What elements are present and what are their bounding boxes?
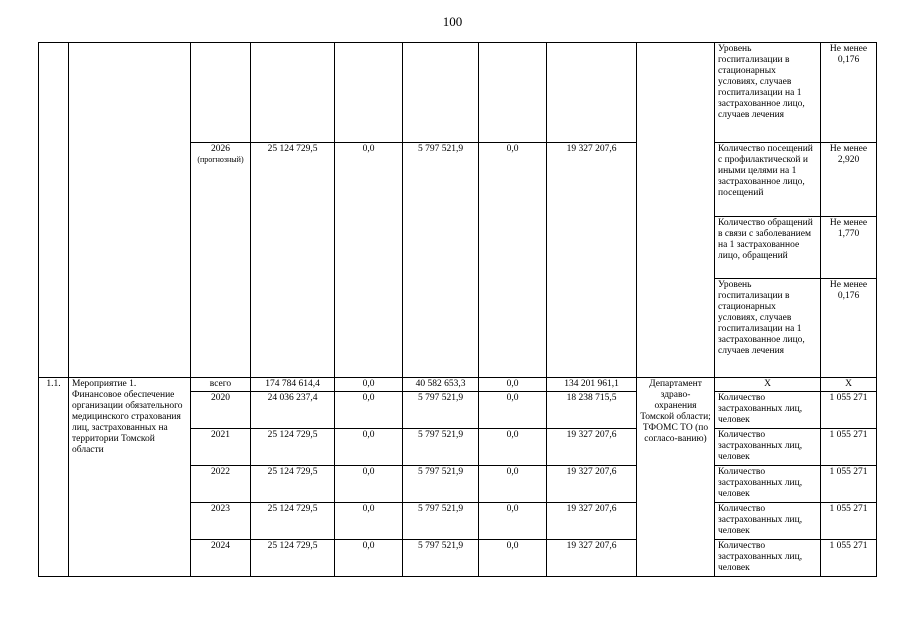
indicator-name: Уровень госпитализации в стационарных условиях, случаев госпитализации на 1 застрахованное лицо, случаев лечения [715,279,821,378]
table-row [39,43,877,143]
indicator-value: X [821,378,877,392]
federal-cell: 0,0 [335,392,403,429]
indicator-value: 1 055 271 [821,466,877,503]
executor-cell-empty [637,43,715,378]
indicator-name: Количество застрахованных лиц, человек [715,466,821,503]
indicator-value: Не менее 2,920 [821,143,877,217]
extra-cell: 19 327 207,6 [547,466,637,503]
total-cell: 25 124 729,5 [251,143,335,378]
total-cell: 25 124 729,5 [251,503,335,540]
federal-cell: 0,0 [335,429,403,466]
local-cell: 0,0 [479,429,547,466]
total-cell: 25 124 729,5 [251,466,335,503]
regional-cell: 5 797 521,9 [403,429,479,466]
federal-cell: 0,0 [335,378,403,392]
page-number: 100 [442,14,463,29]
extra-cell: 19 327 207,6 [547,503,637,540]
table-row [39,378,877,392]
federal-cell: 0,0 [335,143,403,378]
indicator-value: 1 055 271 [821,540,877,577]
regional-cell: 40 582 653,3 [403,378,479,392]
executor-cell: Департамент здраво-охранения Томской области; ТФОМС ТО (по согласо-ванию) [637,378,715,577]
indicator-value: 1 055 271 [821,429,877,466]
indicator-name: X [715,378,821,392]
total-cell: 174 784 614,4 [251,378,335,392]
indicator-value: Не менее 1,770 [821,217,877,279]
year-cell: всего [191,378,251,392]
local-cell: 0,0 [479,466,547,503]
indicator-name: Количество застрахованных лиц, человек [715,429,821,466]
federal-cell: 0,0 [335,466,403,503]
year-cell [191,143,251,378]
local-cell: 0,0 [479,378,547,392]
local-cell: 0,0 [479,392,547,429]
extra-cell: 19 327 207,6 [547,143,637,378]
year-cell: 2023 [191,503,251,540]
local-cell: 0,0 [479,540,547,577]
number-cell-empty [39,43,69,378]
year-cell: 2021 [191,429,251,466]
year-label: 2026 [211,144,230,154]
regional-cell: 5 797 521,9 [403,143,479,378]
indicator-name: Уровень госпитализации в стационарных условиях, случаев госпитализации на 1 застрахованное лицо, случаев лечения [715,43,821,143]
extra-cell: 19 327 207,6 [547,429,637,466]
regional-cell: 5 797 521,9 [403,540,479,577]
budget-table [38,42,877,577]
indicator-name: Количество застрахованных лиц, человек [715,503,821,540]
year-cell: 2022 [191,466,251,503]
year-note: (прогнозный) [197,155,244,164]
extra-cell: 18 238 715,5 [547,392,637,429]
extra-cell: 134 201 961,1 [547,378,637,392]
local-cell: 0,0 [479,143,547,378]
indicator-name: Количество обращений в связи с заболеванием на 1 застрахованное лицо, обращений [715,217,821,279]
year-cell: 2020 [191,392,251,429]
total-cell: 25 124 729,5 [251,429,335,466]
regional-cell: 5 797 521,9 [403,503,479,540]
indicator-value: Не менее 0,176 [821,279,877,378]
total-cell: 25 124 729,5 [251,540,335,577]
federal-cell: 0,0 [335,503,403,540]
regional-cell: 5 797 521,9 [403,392,479,429]
year-cell: 2024 [191,540,251,577]
indicator-value: 1 055 271 [821,392,877,429]
measure-number: 1.1. [39,378,69,577]
regional-cell: 5 797 521,9 [403,466,479,503]
extra-cell: 19 327 207,6 [547,540,637,577]
indicator-name: Количество застрахованных лиц, человек [715,540,821,577]
indicator-name: Количество застрахованных лиц, человек [715,392,821,429]
measure-title: Мероприятие 1. Финансовое обеспечение организации обязательного медицинского страхования лиц, застрахованных на территории Томской области [69,378,191,577]
federal-cell: 0,0 [335,540,403,577]
local-cell: 0,0 [479,503,547,540]
indicator-value: 1 055 271 [821,503,877,540]
indicator-name: Количество посещений с профилактической и иными целями на 1 застрахованное лицо, посещений [715,143,821,217]
total-cell: 24 036 237,4 [251,392,335,429]
indicator-value: Не менее 0,176 [821,43,877,143]
title-cell-empty [69,43,191,378]
